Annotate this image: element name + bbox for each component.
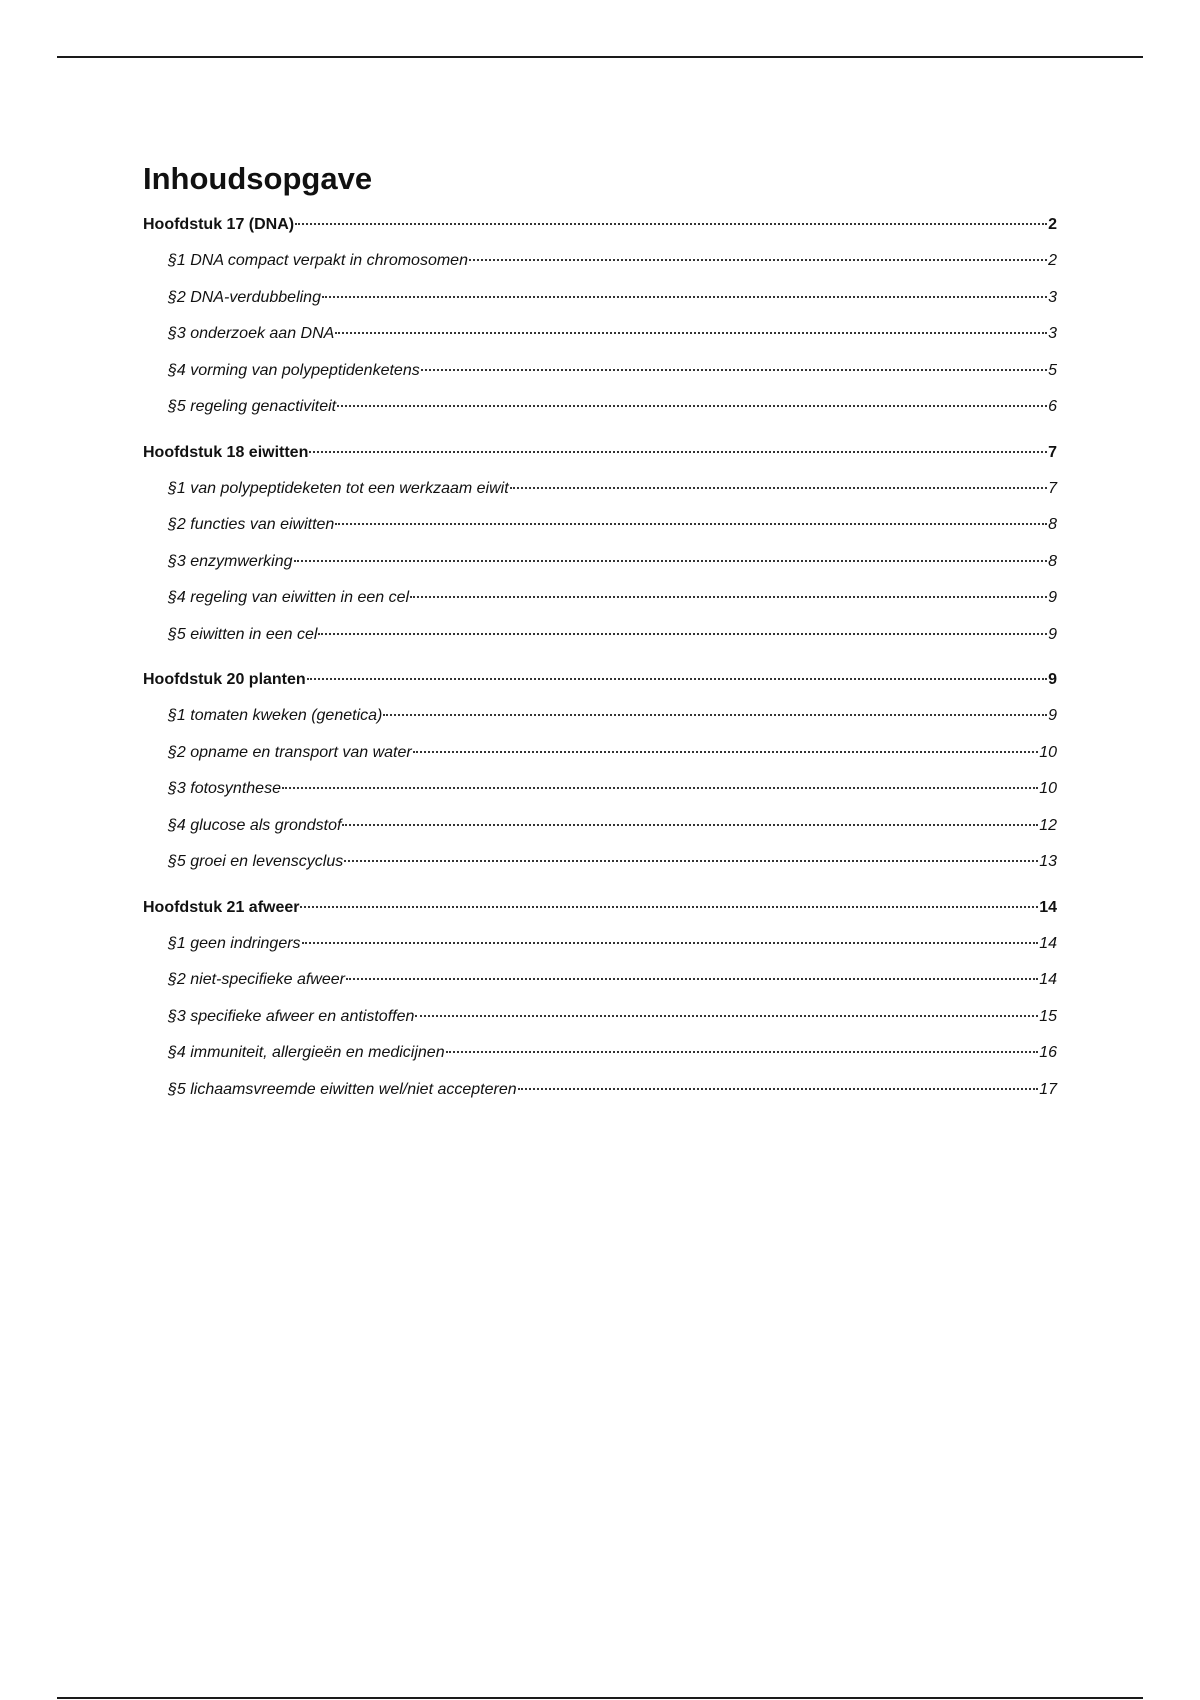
dot-leader [307,678,1047,680]
toc-section-entry[interactable] [143,397,1057,434]
toc-chapter [143,670,1057,889]
toc-page-number: 14 [1039,934,1057,952]
toc-section-entry[interactable] [143,324,1057,361]
toc-entry-label: §5 regeling genactiviteit [168,398,337,416]
toc-entry-label: §5 lichaamsvreemde eiwitten wel/niet accepteren [168,1080,517,1098]
toc-page-number: 6 [1048,398,1057,416]
toc-page-number: 9 [1048,707,1057,725]
toc-page-number: 9 [1048,625,1057,643]
toc-section-entry[interactable] [143,706,1057,743]
toc-entry-label: §3 onderzoek aan DNA [168,325,335,343]
dot-leader [342,824,1038,826]
toc-page-number: 7 [1048,443,1057,461]
toc-page-number: 3 [1048,288,1057,306]
toc-page-number: 10 [1039,743,1057,761]
toc-page-number: 7 [1048,479,1057,497]
toc-section-entry[interactable] [143,1043,1057,1080]
toc-entry-label: §1 van polypeptideketen tot een werkzaam eiwit [168,479,509,497]
toc-entry-label: §5 eiwitten in een cel [168,625,318,643]
toc-section-entry[interactable] [143,970,1057,1007]
toc-page-number: 8 [1048,552,1057,570]
toc-section-entry[interactable] [143,288,1057,325]
toc-entry-label: §3 specifieke afweer en antistoffen [168,1007,415,1025]
toc-section-entry[interactable] [143,552,1057,589]
toc-chapter [143,443,1057,662]
toc-chapter-entry[interactable] [143,670,1057,706]
dot-leader [383,714,1047,716]
toc-entry-label: §5 groei en levenscyclus [168,853,344,871]
toc-entry-label: §3 fotosynthese [168,780,281,798]
dot-leader [322,296,1047,298]
toc-page-number: 12 [1039,816,1057,834]
dot-leader [344,860,1038,862]
toc-section-entry[interactable] [143,625,1057,662]
toc-entry-label: §1 DNA compact verpakt in chromosomen [168,252,468,270]
toc-entry-label: §4 vorming van polypeptidenketens [168,361,420,379]
toc-section-entry[interactable] [143,743,1057,780]
toc-section-entry[interactable] [143,934,1057,971]
toc-entry-label: §4 immuniteit, allergieën en medicijnen [168,1044,445,1062]
toc-page-number: 17 [1039,1080,1057,1098]
toc-page-number: 13 [1039,853,1057,871]
dot-leader [421,369,1047,371]
toc-page-number: 3 [1048,325,1057,343]
toc-section-entry[interactable] [143,816,1057,853]
toc-section-entry[interactable] [143,479,1057,516]
header-rule [57,56,1143,58]
toc-entry-label: Hoofdstuk 21 afweer [143,898,300,916]
toc-page-number: 14 [1039,971,1057,989]
toc-body [143,215,1057,1116]
toc-section-entry[interactable] [143,251,1057,288]
toc-chapter [143,898,1057,1117]
toc-section-entry[interactable] [143,779,1057,816]
dot-leader [335,523,1047,525]
dot-leader [318,633,1047,635]
table-of-contents [143,160,1057,1125]
dot-leader [410,596,1047,598]
toc-entry-label: Hoofdstuk 18 eiwitten [143,443,309,461]
toc-page-number: 14 [1039,898,1057,916]
dot-leader [413,751,1039,753]
dot-leader [302,942,1039,944]
toc-entry-label: Hoofdstuk 20 planten [143,671,306,689]
toc-entry-label: §1 tomaten kweken (genetica) [168,707,383,725]
dot-leader [300,906,1038,908]
dot-leader [294,560,1048,562]
toc-entry-label: §2 functies van eiwitten [168,516,335,534]
toc-entry-label: §2 opname en transport van water [168,743,412,761]
dot-leader [415,1015,1038,1017]
toc-page-number: 9 [1048,671,1057,689]
dot-leader [510,487,1047,489]
toc-page-number: 10 [1039,780,1057,798]
footer-rule [57,1697,1143,1699]
toc-entry-label: Hoofdstuk 17 (DNA) [143,216,295,234]
toc-section-entry[interactable] [143,852,1057,889]
toc-section-entry[interactable] [143,1080,1057,1117]
toc-page-number: 16 [1039,1044,1057,1062]
toc-entry-label: §4 regeling van eiwitten in een cel [168,589,410,607]
toc-page-number: 8 [1048,516,1057,534]
dot-leader [446,1051,1039,1053]
toc-entry-label: §2 DNA-verdubbeling [168,288,321,306]
toc-chapter-entry[interactable] [143,215,1057,251]
toc-entry-label: §2 niet-specifieke afweer [168,971,345,989]
toc-page-number: 9 [1048,589,1057,607]
toc-chapter [143,215,1057,434]
toc-page-number: 5 [1048,361,1057,379]
toc-entry-label: §3 enzymwerking [168,552,293,570]
toc-section-entry[interactable] [143,588,1057,625]
toc-chapter-entry[interactable] [143,443,1057,479]
toc-page-number: 15 [1039,1007,1057,1025]
toc-section-entry[interactable] [143,515,1057,552]
toc-title: Inhoudsopgave [143,161,373,196]
toc-chapter-entry[interactable] [143,898,1057,934]
toc-page-number: 2 [1048,252,1057,270]
dot-leader [335,332,1047,334]
dot-leader [469,259,1047,261]
dot-leader [295,223,1047,225]
toc-entry-label: §1 geen indringers [168,934,301,952]
toc-page-number: 2 [1048,216,1057,234]
toc-entry-label: §4 glucose als grondstof [168,816,342,834]
dot-leader [518,1088,1039,1090]
dot-leader [337,405,1047,407]
dot-leader [309,451,1047,453]
toc-section-entry[interactable] [143,1007,1057,1044]
dot-leader [282,787,1038,789]
toc-section-entry[interactable] [143,361,1057,398]
dot-leader [346,978,1038,980]
